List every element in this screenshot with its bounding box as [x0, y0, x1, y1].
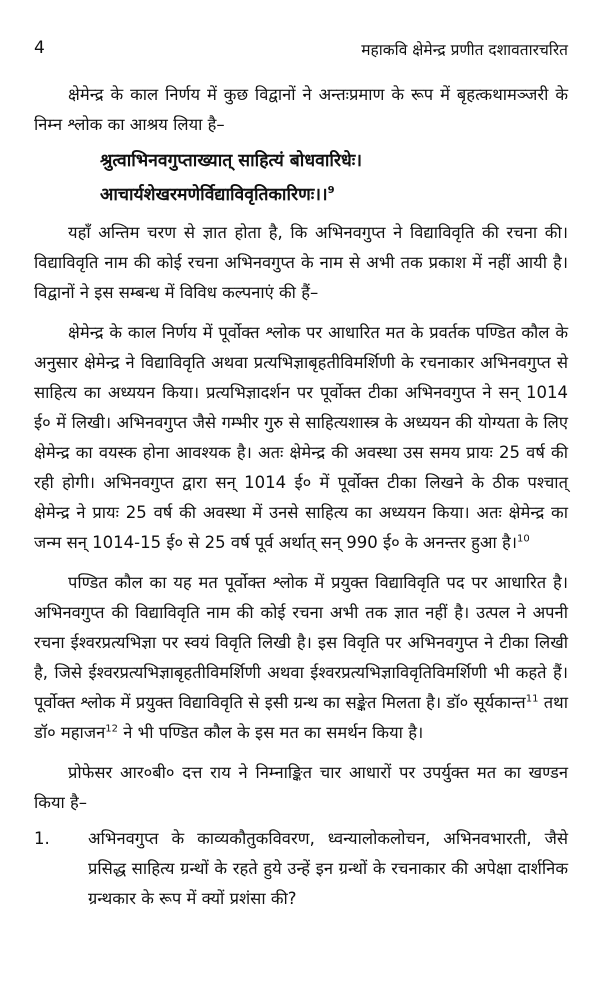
paragraph-kaul-opinion	[34, 568, 568, 748]
paragraph-kaul-opinion-text-1: पण्डित कौल का यह मत पूर्वोक्त श्लोक में प्रयुक्त विद्याविवृति पद पर आधारित है। अभिनवगुप्त की विद्याविवृति नाम की कोई रचना अभी तक ज्ञात नहीं है। उत्पल ने अपनी रचना ईश्वरप्रत्यभिज्ञा पर स्वयं विवृति लिखी है। इस विवृति पर अभिनवगुप्त ने टीका लिखी है, जिसे ईश्वरप्रत्यभिज्ञाबृहतीविमर्शिणी अथवा ईश्वरप्रत्यभिज्ञाविवृतिविमर्शिणी भी कहते हैं। पूर्वोक्त श्लोक में प्रयुक्त विद्याविवृति से इसी ग्रन्थ का सङ्केत मिलता है। डॉ० सूर्यकान्त	[34, 573, 568, 712]
footnote-ref-9: 9	[327, 185, 335, 197]
list-item-marker: 1.	[34, 829, 50, 848]
paragraph-kaul-theory-text: क्षेमेन्द्र के काल निर्णय में पूर्वोक्त श्लोक पर आधारित मत के प्रवर्तक पण्डित कौल के अनुसार क्षेमेन्द्र ने विद्याविवृति अथवा प्रत्यभिज्ञाबृहतीविमर्शिणी के रचनाकार अभिनवगुप्त से साहित्य का अध्ययन किया। प्रत्यभिज्ञादर्शन पर पूर्वोक्त टीका अभिनवगुप्त ने सन् 1014 ई० में लिखी। अभिनवगुप्त जैसे गम्भीर गुरु से साहित्यशास्त्र के अध्ययन की योग्यता के लिए क्षेमेन्द्र का वयस्क होना आवश्यक है। अतः क्षेमेन्द्र की अवस्था उस समय प्रायः 25 वर्ष की रही होगी। अभिनवगुप्त द्वारा सन् 1014 ई० में पूर्वोक्त टीका लिखने के ठीक पश्चात् क्षेमेन्द्र ने प्रायः 25 वर्ष की अवस्था में उनसे साहित्य का अध्ययन किया। अतः क्षेमेन्द्र का जन्म सन् 1014-15 ई० से 25 वर्ष पूर्व अर्थात् सन् 990 ई० के अनन्तर हुआ है।	[34, 323, 568, 552]
footnote-ref-11: 11	[525, 693, 539, 705]
paragraph-kaul-opinion-text-3: ने भी पण्डित कौल के इस मत का समर्थन किया है।	[117, 723, 424, 742]
footnote-ref-12: 12	[105, 723, 118, 735]
list-item	[34, 824, 568, 914]
body-text	[34, 80, 568, 914]
paragraph-dutt-ray: प्रोफेसर आर०बी० दत्त राय ने निम्नाङ्कित चार आधारों पर उपर्युक्त मत का खण्डन किया है–	[34, 763, 568, 812]
list-item-text: अभिनवगुप्त के काव्यकौतुकविवरण, ध्वन्यालोकलोचन, अभिनवभारती, जैसे प्रसिद्ध साहित्य ग्रन्थों के रहते हुये उन्हें इन ग्रन्थों के रचनाकार की अपेक्षा दार्शनिक ग्रन्थकार के रूप में क्यों प्रशंसा की?	[88, 829, 568, 908]
paragraph-kaul-theory	[34, 318, 568, 558]
verse-line-1: श्रुत्वाभिनवगुप्ताख्यात् साहित्यं बोधवारिधेः।	[100, 151, 362, 171]
sanskrit-verse	[34, 144, 568, 212]
paragraph-vidyavivriti: यहाँ अन्तिम चरण से ज्ञात होता है, कि अभिनवगुप्त ने विद्याविवृति की रचना की। विद्याविवृति नाम की कोई रचना अभिनवगुप्त के नाम से अभी तक प्रकाश में नहीं आयी है। विद्वानों ने इस सम्बन्ध में विविध कल्पनाएं की हैं–	[34, 223, 568, 302]
footnote-ref-10: 10	[517, 533, 530, 545]
verse-line-2	[100, 178, 568, 212]
running-title: महाकवि क्षेमेन्द्र प्रणीत दशावतारचरित	[361, 41, 568, 59]
page-header	[34, 38, 568, 64]
paragraph-kaul-opinion-text-2: तथा डॉ० महाजन	[34, 693, 569, 742]
page-number: 4	[34, 38, 45, 58]
paragraph-intro: क्षेमेन्द्र के काल निर्णय में कुछ विद्वानों ने अन्तःप्रमाण के रूप में बृहत्कथामञ्जरी के निम्न श्लोक का आश्रय लिया है–	[34, 85, 568, 134]
verse-line-2-text: आचार्यशेखरमणेर्विद्याविवृतिकारिणः।।	[100, 185, 328, 205]
